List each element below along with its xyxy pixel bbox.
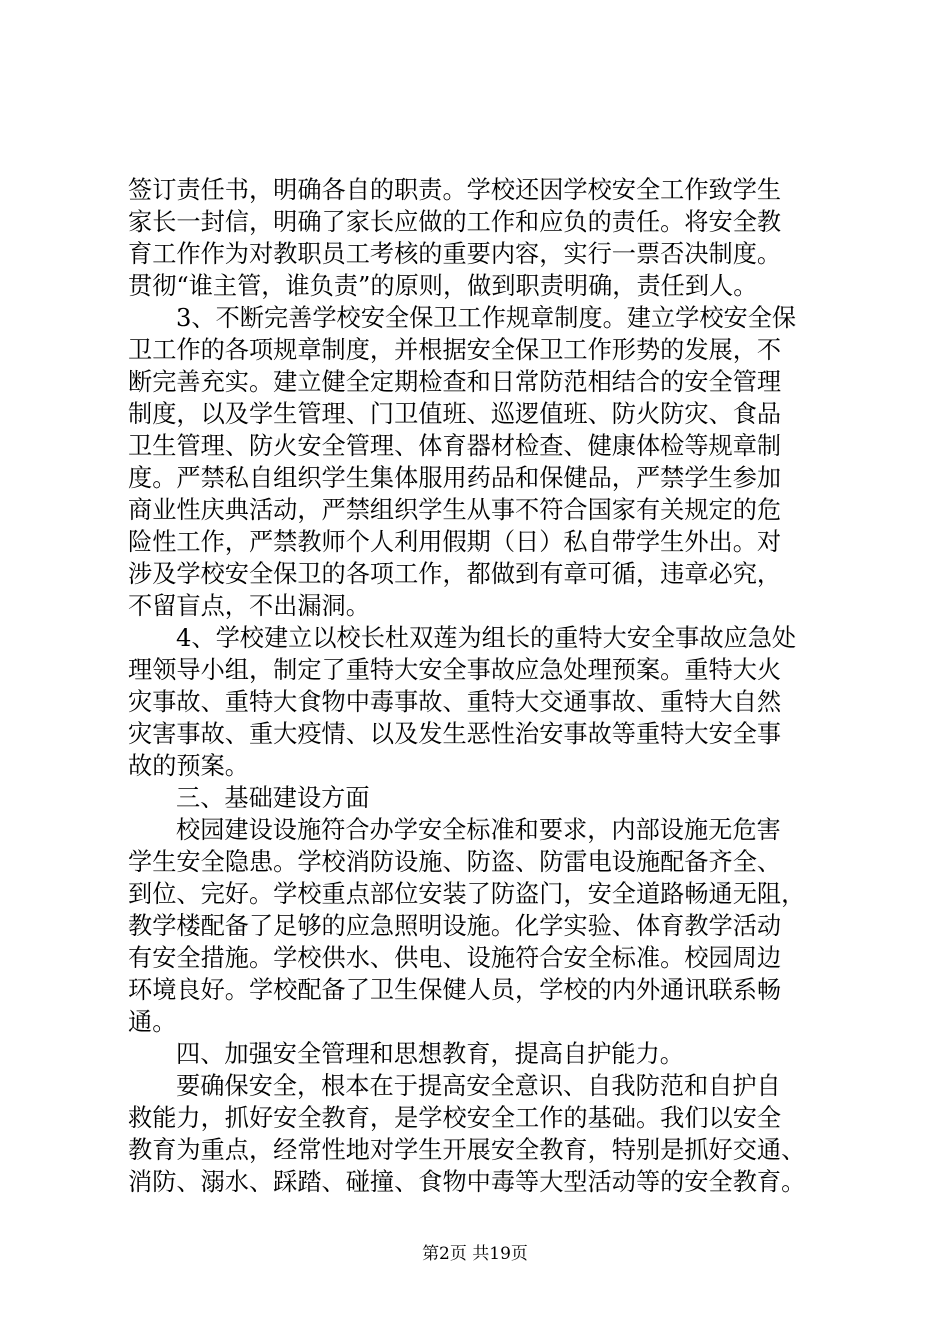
paragraph-line: 救能力，抓好安全教育，是学校安全工作的基础。我们以安全 <box>128 1104 782 1132</box>
paragraph-line: 制度，以及学生管理、门卫值班、巡逻值班、防火防灾、食品 <box>128 400 782 428</box>
paragraph-line: 通。 <box>128 1008 177 1036</box>
paragraph-line: 要确保安全，根本在于提高安全意识、自我防范和自护自 <box>176 1072 781 1100</box>
paragraph-line: 到位、完好。学校重点部位安装了防盗门，安全道路畅通无阻， <box>128 880 806 908</box>
paragraph-line: 有安全措施。学校供水、供电、设施符合安全标准。校园周边 <box>128 944 782 972</box>
paragraph-line: 学生安全隐患。学校消防设施、防盗、防雷电设施配备齐全、 <box>128 848 782 876</box>
paragraph-line: 断完善充实。建立健全定期检查和日常防范相结合的安全管理 <box>128 368 782 396</box>
paragraph-line: 签订责任书，明确各自的职责。学校还因学校安全工作致学生 <box>128 176 782 204</box>
paragraph-line: 险性工作，严禁教师个人利用假期（日）私自带学生外出。对 <box>128 528 782 556</box>
paragraph-line: 校园建设设施符合办学安全标准和要求，内部设施无危害 <box>176 816 781 844</box>
paragraph-line: 灾害事故、重大疫情、以及发生恶性治安事故等重特大安全事 <box>128 720 782 748</box>
paragraph-line: 4、学校建立以校长杜双莲为组长的重特大安全事故应急处 <box>176 624 797 652</box>
paragraph-line: 3、不断完善学校安全保卫工作规章制度。建立学校安全保 <box>176 304 797 332</box>
paragraph-line: 家长一封信，明确了家长应做的工作和应负的责任。将安全教 <box>128 208 782 236</box>
paragraph-line: 教学楼配备了足够的应急照明设施。化学实验、体育教学活动 <box>128 912 782 940</box>
paragraph-line: 不留盲点，不出漏洞。 <box>128 592 370 620</box>
paragraph-line: 贯彻“谁主管，谁负责”的原则，做到职责明确，责任到人。 <box>128 272 758 300</box>
paragraph-line: 灾事故、重特大食物中毒事故、重特大交通事故、重特大自然 <box>128 688 782 716</box>
paragraph-line: 度。严禁私自组织学生集体服用药品和保健品，严禁学生参加 <box>128 464 782 492</box>
paragraph-line: 理领导小组，制定了重特大安全事故应急处理预案。重特大火 <box>128 656 782 684</box>
paragraph-line: 卫生管理、防火安全管理、体育器材检查、健康体检等规章制 <box>128 432 782 460</box>
section-heading: 四、加强安全管理和思想教育，提高自护能力。 <box>176 1040 684 1068</box>
paragraph-line: 商业性庆典活动，严禁组织学生从事不符合国家有关规定的危 <box>128 496 782 524</box>
paragraph-line: 环境良好。学校配备了卫生保健人员，学校的内外通讯联系畅 <box>128 976 782 1004</box>
paragraph-line: 卫工作的各项规章制度，并根据安全保卫工作形势的发展，不 <box>128 336 782 364</box>
paragraph-line: 故的预案。 <box>128 752 249 780</box>
paragraph-line: 育工作作为对教职员工考核的重要内容，实行一票否决制度。 <box>128 240 782 268</box>
paragraph-line: 涉及学校安全保卫的各项工作，都做到有章可循，违章必究， <box>128 560 782 588</box>
section-heading: 三、基础建设方面 <box>176 784 370 812</box>
paragraph-line: 消防、溺水、踩踏、碰撞、食物中毒等大型活动等的安全教育。 <box>128 1168 806 1196</box>
page-number-footer: 第2页 共19页 <box>422 1244 528 1264</box>
paragraph-line: 教育为重点，经常性地对学生开展安全教育，特别是抓好交通、 <box>128 1136 806 1164</box>
